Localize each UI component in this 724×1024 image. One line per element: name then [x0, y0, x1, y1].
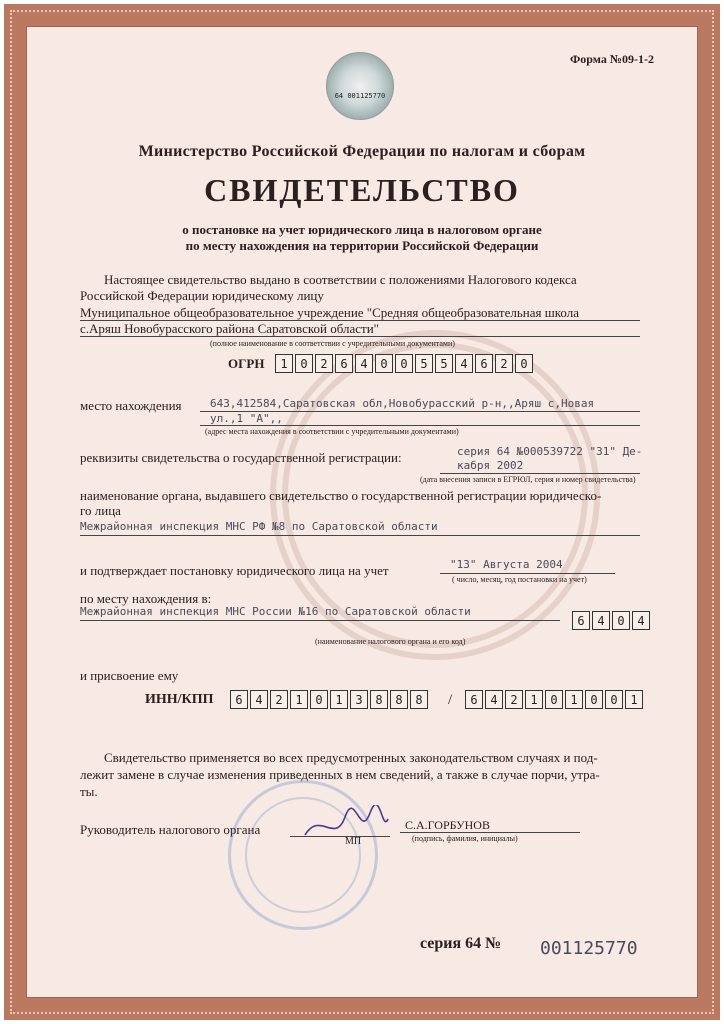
authority-value: Межрайонная инспекция МНС РФ №8 по Саратовской области [80, 520, 438, 533]
official-stamp [228, 780, 378, 930]
registration-caption: (дата внесения записи в ЕГРЮЛ, серия и номер свидетельства) [420, 475, 636, 484]
kpp-boxes [465, 690, 645, 709]
tax-office-code-digit-box: 4 [592, 611, 610, 630]
tax-office-caption: (наименование налогового органа и его код) [315, 637, 466, 646]
ogrn-digit-box: 0 [295, 354, 313, 373]
page-title: СВИДЕТЕЛЬСТВО [204, 172, 520, 208]
intro-line-1: Настоящее свидетельство выдано в соответствии с положениями Налогового кодекса [104, 272, 577, 287]
tax-office-name: Межрайонная инспекция МНС России №16 по Саратовской области [80, 605, 471, 618]
authority-label-2: го лица [80, 503, 121, 518]
hologram-seal [326, 52, 394, 120]
inn-digit-box: 8 [390, 690, 408, 709]
inn-digit-box: 6 [230, 690, 248, 709]
subtitle-line-1: о постановке на учет юридического лица в налоговом органе [182, 222, 542, 237]
confirm-date: "13" Августа 2004 [450, 558, 563, 571]
registration-label: реквизиты свидетельства о государственной регистрации: [80, 450, 402, 465]
assign-label: и присвоение ему [80, 668, 179, 683]
kpp-digit-box: 6 [465, 690, 483, 709]
validity-line-1: Свидетельство применяется во всех предусмотренных законодательством случаях и под- [104, 750, 598, 765]
kpp-digit-box: 0 [605, 690, 623, 709]
kpp-digit-box: 1 [525, 690, 543, 709]
intro-line-2: Российской Федерации юридическому лицу [80, 288, 324, 303]
inn-digit-box: 3 [350, 690, 368, 709]
location-label: место нахождения [80, 398, 182, 413]
tax-office-code-digit-box: 6 [572, 611, 590, 630]
inn-boxes [230, 690, 430, 709]
ogrn-digit-box: 6 [475, 354, 493, 373]
location-by-label: по месту нахождения в: [80, 591, 212, 606]
series-label: серия 64 № [420, 935, 502, 952]
ogrn-digit-box: 1 [275, 354, 293, 373]
kpp-digit-box: 0 [545, 690, 563, 709]
inn-kpp-label: ИНН/КПП [145, 692, 214, 707]
inn-digit-box: 4 [250, 690, 268, 709]
org-name-line-2: с.Аряш Новобурасского района Саратовской области" [80, 321, 379, 336]
ogrn-digit-box: 0 [515, 354, 533, 373]
kpp-digit-box: 2 [505, 690, 523, 709]
head-caption: (подпись, фамилия, инициалы) [412, 834, 518, 843]
address-line-2: ул.,1 "А",, [210, 412, 283, 425]
registration-line-1: серия 64 №000539722 "31" Де- [457, 445, 643, 458]
form-number: Форма №09-1-2 [570, 52, 654, 66]
org-name-caption: (полное наименование в соответствии с учредительными документами) [210, 339, 455, 348]
kpp-digit-box: 0 [585, 690, 603, 709]
validity-line-3: ты. [80, 784, 98, 799]
inn-digit-box: 1 [290, 690, 308, 709]
ogrn-digit-box: 5 [415, 354, 433, 373]
inn-digit-box: 8 [370, 690, 388, 709]
inn-digit-box: 0 [310, 690, 328, 709]
ogrn-digit-box: 0 [395, 354, 413, 373]
inn-digit-box: 1 [330, 690, 348, 709]
mp-label: МП [345, 836, 362, 847]
kpp-digit-box: 4 [485, 690, 503, 709]
ogrn-boxes [275, 354, 535, 373]
kpp-digit-box: 1 [565, 690, 583, 709]
ogrn-digit-box: 0 [375, 354, 393, 373]
ogrn-digit-box: 4 [355, 354, 373, 373]
tax-office-code-digit-box: 4 [632, 611, 650, 630]
kpp-digit-box: 1 [625, 690, 643, 709]
ogrn-label: ОГРН [228, 356, 265, 371]
inn-digit-box: 2 [270, 690, 288, 709]
org-name-line-1: Муниципальное общеобразовательное учреждение "Средняя общеобразовательная школа [80, 305, 579, 320]
ogrn-digit-box: 5 [435, 354, 453, 373]
hologram-number: 64 001125770 [334, 92, 386, 100]
address-line-1: 643,412584,Саратовская обл,Новобурасский р-н,,Аряш с,Новая [210, 397, 595, 410]
validity-line-2: лежит замене в случае изменения приведенных в нем сведений, а также в случае порчи, утра- [80, 767, 600, 782]
tax-office-code-digit-box: 0 [612, 611, 630, 630]
address-caption: (адрес места нахождения в соответствии с учредительными документами) [205, 427, 459, 436]
ministry-name: Министерство Российской Федерации по налогам и сборам [138, 143, 586, 160]
ogrn-digit-box: 2 [495, 354, 513, 373]
inn-kpp-slash: / [448, 692, 453, 708]
ogrn-digit-box: 4 [455, 354, 473, 373]
ogrn-digit-box: 6 [335, 354, 353, 373]
subtitle-line-2: по месту нахождения на территории Российской Федерации [185, 238, 539, 253]
head-name: С.А.ГОРБУНОВ [405, 818, 490, 832]
ogrn-digit-box: 2 [315, 354, 333, 373]
inn-digit-box: 8 [410, 690, 428, 709]
tax-office-code-boxes [572, 611, 652, 630]
head-label: Руководитель налогового органа [80, 822, 261, 837]
confirm-label: и подтверждает постановку юридического лица на учет [80, 563, 389, 578]
series-number: 001125770 [540, 938, 638, 959]
registration-line-2: кабря 2002 [457, 459, 524, 472]
confirm-caption: ( число, месяц, год постановки на учет) [452, 575, 587, 584]
authority-label-1: наименование органа, выдавшего свидетельство о государственной регистрации юридическо- [80, 488, 602, 503]
